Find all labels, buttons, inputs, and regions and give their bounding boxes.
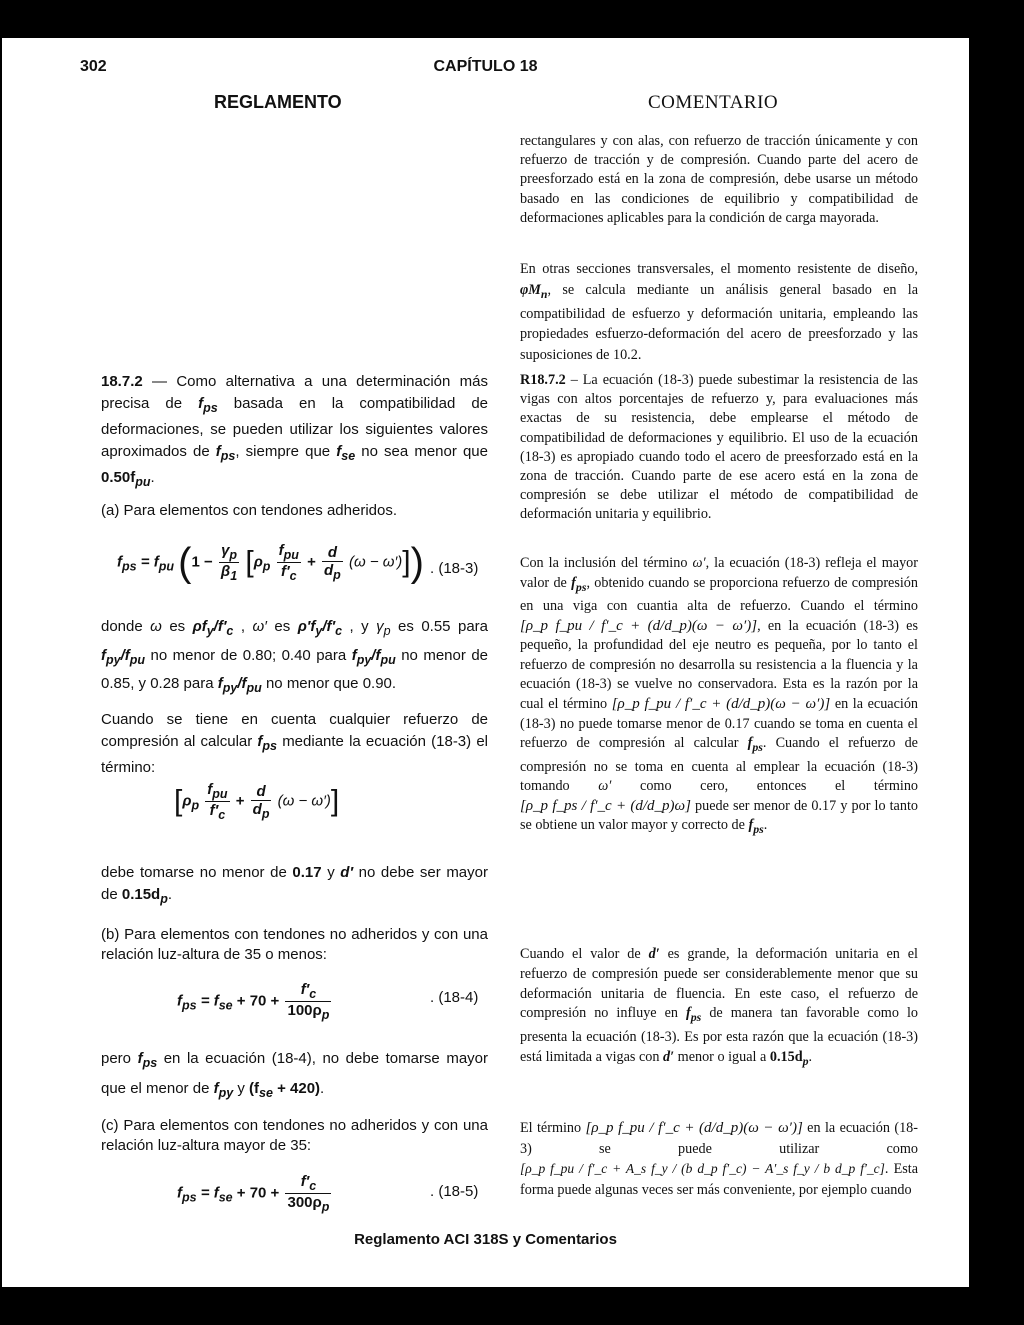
equation-number-18-5: . (18-5) [430, 1183, 479, 1200]
reglamento-where-clause: donde ω es $\rho f_y/f'_c$ , ω′ es $\rho'f_y/f'_c$ , y $\gamma_p$ es 0.55 para $f_{py}/f_{pu}$ no menor de 0.80; 0.40 para $f_{py}/f_{pu}$ no menor de 0.85, y 0.28 para $f_{py}/f_{pu}$ no menor que 0.90. [101, 618, 489, 695]
section-id-r18-7-2: R18.7.2 [520, 372, 566, 388]
reglamento-heading: REGLAMENTO [214, 92, 342, 112]
case-b-label: (b) Para elementos con tendones no adheridos y con una relación luz-altura de 35 o menos: [101, 926, 488, 963]
case-c-label: (c) Para elementos con tendones no adheridos y con una relación luz-altura mayor de 35: [101, 1117, 488, 1154]
bracket-term-expr-4: [ρ_p f_pu / f′_c + (d/d_p)(ω − ω′)] [585, 1120, 803, 1136]
chapter-title: CAPÍTULO 18 [433, 58, 538, 75]
reglamento-but-paragraph: pero $f_{ps}$ en la ecuación (18-4), no debe tomarse mayor que el menor de $f_{py}$ y $(f_{se} + 420)$. [101, 1050, 488, 1100]
comentario-paragraph-1: rectangulares y con alas, con refuerzo de tracción únicamente y con refuerzo de tracción y de compresión. Cuando parte del acero de preesforzado está en la zona de compresión, debe usarse un método basado en las condiciones de equilibrio y compatibilidad de deformaciones aplicables para la condición de carga mayorada. [520, 133, 918, 226]
comentario-paragraph-2: En otras secciones transversales, el momento resistente de diseño, $\varphi M_n$, se calcula mediante un análisis general basado en la compatibilidad de esfuerzo y deformación unitaria, empleando las propiedades esfuerzo-deformación del acero de preesforzado y las suposiciones de 10.2. [520, 261, 918, 363]
comentario-paragraph-dprime: Cuando el valor de d′ es grande, la deformación unitaria en el refuerzo de compresión puede ser considerablemente menor que su deformación unitaria de fluencia. En este caso, el refuerzo de compresión no influye en $f_{ps}$ de manera tan favorable como lo presenta la ecuación (18-3). Es por esta razón que la ecuación (18-3) está limitada a vigas con d′ menor o igual a $0.15d_p$. [520, 946, 919, 1068]
bracket-term-expr-3: [ρ_p f_ps / f′_c + (d/d_p)ω] [520, 797, 691, 814]
reglamento-section-18-7-2: 18.7.2 — Como alternativa a una determinación más precisa de $f_{ps}$ basada en la compatibilidad de deformaciones, se pueden utilizar los siguientes valores aproximados de $f_{ps}$, siempre que $f_{se}$ no sea menor que $0.50f_{pu}$. [101, 373, 489, 489]
reglamento-limit-paragraph: debe tomarse no menor de 0.17 y d′ no debe ser mayor de $0.15d_p$. [101, 864, 488, 906]
equation-number-18-4: . (18-4) [430, 989, 479, 1006]
bracket-term-expr: [ρ_p f_pu / f′_c + (d/d_p)(ω − ω′)] [520, 617, 758, 634]
bracket-term-equation: [$\rho_p$ $\frac{f_{pu}}{f'_c}$ + $\frac{d}{d_p}$ (ω − ω′)] [174, 781, 340, 822]
phi-mn-symbol: $\varphi M_n$ [520, 281, 548, 301]
equation-18-3: $f_{ps} = f_{pu}$ (1 − $\frac{\gamma_p}{\beta_1}$ [$\rho_p$ $\frac{f_{pu}}{f'_c}$ + $\frac{d}{d_p}$ (ω − ω′)]) [117, 540, 424, 585]
comentario-heading: COMENTARIO [648, 92, 779, 113]
comentario-paragraph-alt-term: El término [ρ_p f_pu / f′_c + (d/d_p)(ω − ω′)] en la ecuación (18-3) se puede utilizar como [ρ_p f_pu / f′_c + A_s f_y / (b d_p f′_c) − A′_s f_y / b d_p f′_c]. Esta forma puede algunas veces ser más conveniente, por ejemplo cuando [520, 1120, 919, 1198]
section-id-18-7-2: 18.7.2 [101, 373, 143, 390]
equation-18-4: $f_{ps} = f_{se} + 70$ + $\frac{f'_c}{100\rho_p}$ [177, 981, 330, 1022]
fps-symbol: $f_{ps}$ [571, 574, 587, 594]
reglamento-compression-paragraph: Cuando se tiene en cuenta cualquier refuerzo de compresión al calcular $f_{ps}$ mediante la ecuación (18-3) el término: [101, 711, 488, 776]
case-a-label: (a) Para elementos con tendones adheridos. [101, 502, 398, 519]
comentario-paragraph-r18-7-2: R18.7.2 – La ecuación (18-3) puede subestimar la resistencia de las vigas con altos porcentajes de refuerzo y, para evaluaciones más exactas de su resistencia, debe emplearse el método de compatibilidad de deformaciones y equilibrio. El uso de la ecuación (18-3) es apropiado cuando todo el acero de preesforzado está en la zona de tracción. Cuando parte de ese acero está en la zona de compresión se debe utilizar el método de compatibilidad de deformación unitaria y equilibrio. [520, 372, 918, 523]
bracket-term-expr-5: [ρ_p f_pu / f′_c + A_s f_y / (b d_p f′_c) − A′_s f_y / b d_p f′_c] [520, 1161, 885, 1176]
page-footer: Reglamento ACI 318S y Comentarios [354, 1231, 617, 1248]
equation-number-18-3: . (18-3) [430, 560, 479, 577]
document-page [2, 38, 969, 1287]
comentario-paragraph-omega: Con la inclusión del término ω′, la ecuación (18-3) refleja el mayor valor de $f_{ps}$, obtenido cuando se proporciona refuerzo de compresión en una viga con cuantia alta de refuerzo. Cuando el término [ρ_p f_pu / f′_c + (d/d_p)(ω − ω′)], en la ecuación (18-3) es pequeño, la profundidad del eje neutro es pequeña, por lo tanto el refuerzo de compresión no desarrolla su resistencia a la fluencia y la ecuación (18-3) se vuelve no conservadora. Esta es la razón por la cual el término [ρ_p f_pu / f′_c + (d/d_p)(ω − ω′)] en la ecuación (18-3) no puede tomarse menor de 0.17 cuando se toma en cuenta el refuerzo de compresión al calcular $f_{ps}$. Cuando el refuerzo de compresión no se toma en cuenta al emplear la ecuación (18-3) tomando ω′ como cero, entonces el término [ρ_p f_ps / f′_c + (d/d_p)ω] puede ser menor de 0.17 y por lo tanto se obtiene un valor mayor y correcto de $f_{ps}$. [520, 555, 919, 837]
bracket-term-expr-2: [ρ_p f_pu / f′_c + (d/d_p)(ω − ω′)] [611, 695, 831, 712]
equation-18-5: $f_{ps} = f_{se} + 70$ + $\frac{f'_c}{300\rho_p}$ [177, 1173, 330, 1214]
page-number: 302 [80, 58, 107, 75]
